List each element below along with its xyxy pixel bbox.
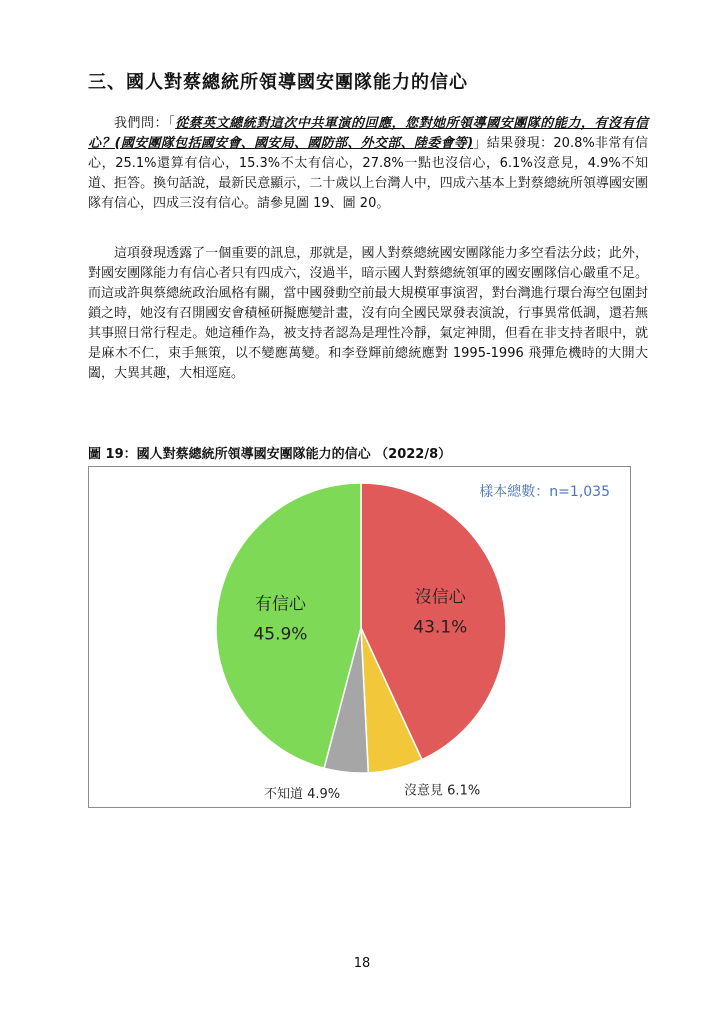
pie-chart-frame bbox=[88, 466, 631, 808]
survey-result-text: 」結果發現：20.8%非常有信心，25.1%還算有信心，15.3%不太有信心，27.8%一點也沒信心，6.1%沒意見，4.9%不知道、拒答。換句話說，最新民意顯示，二十歲以上台灣人中，四成六基本上對蔡總統所領導國安團隊有信心，四成三沒有信心。請參見圖 19、圖 20。 bbox=[88, 136, 648, 211]
question-intro: 我們問：「 bbox=[114, 116, 176, 131]
paragraph-analysis: 這項發現透露了一個重要的訊息，那就是，國人對蔡總統國安團隊能力多空看法分歧；此外，對國安團隊能力有信心者只有四成六，沒過半，暗示國人對蔡總統領軍的國安團隊信心嚴重不足。而這或許與蔡總統政治風格有關，當中國發動空前最大規模軍事演習，對台灣進行環台海空包圍封鎖之時，她沒有召開國安會積極研擬應變計畫，沒有向全國民眾發表演說，行事異常低調，還若無其事照日常行程走。她這種作為，被支持者認為是理性冷靜，氣定神閒，但看在非支持者眼中，就是麻木不仁，束手無策，以不變應萬變。和李登輝前總統應對 1995-1996 飛彈危機時的大開大闔，大異其趣，大相逕庭。 bbox=[88, 246, 648, 381]
paragraph-survey-question bbox=[88, 114, 648, 214]
slice-value-label: 43.1% bbox=[413, 617, 468, 638]
sample-size-note: 樣本總數：n=1,035 bbox=[479, 484, 610, 500]
slice-outside-label: 不知道 4.9% bbox=[263, 787, 341, 803]
slice-outside-label: 沒意見 6.1% bbox=[404, 783, 481, 799]
survey-question-text: 從蔡英文總統對這次中共軍演的回應，您對她所領導國安團隊的能力，有沒有信心？(國安團隊包括國安會、國安局、國防部、外交部、陸委會等) bbox=[88, 116, 648, 151]
section-heading: 三、國人對蔡總統所領導國安團隊能力的信心 bbox=[88, 72, 468, 93]
figure-caption: 圖 19：國人對蔡總統所領導國安團隊能力的信心 （2022/8） bbox=[88, 447, 452, 462]
slice-value-label: 45.9% bbox=[253, 624, 308, 645]
slice-category-label: 沒信心 bbox=[414, 587, 466, 608]
pie-chart bbox=[89, 467, 630, 807]
slice-category-label: 有信心 bbox=[254, 594, 306, 615]
page-number: 18 bbox=[353, 956, 371, 971]
